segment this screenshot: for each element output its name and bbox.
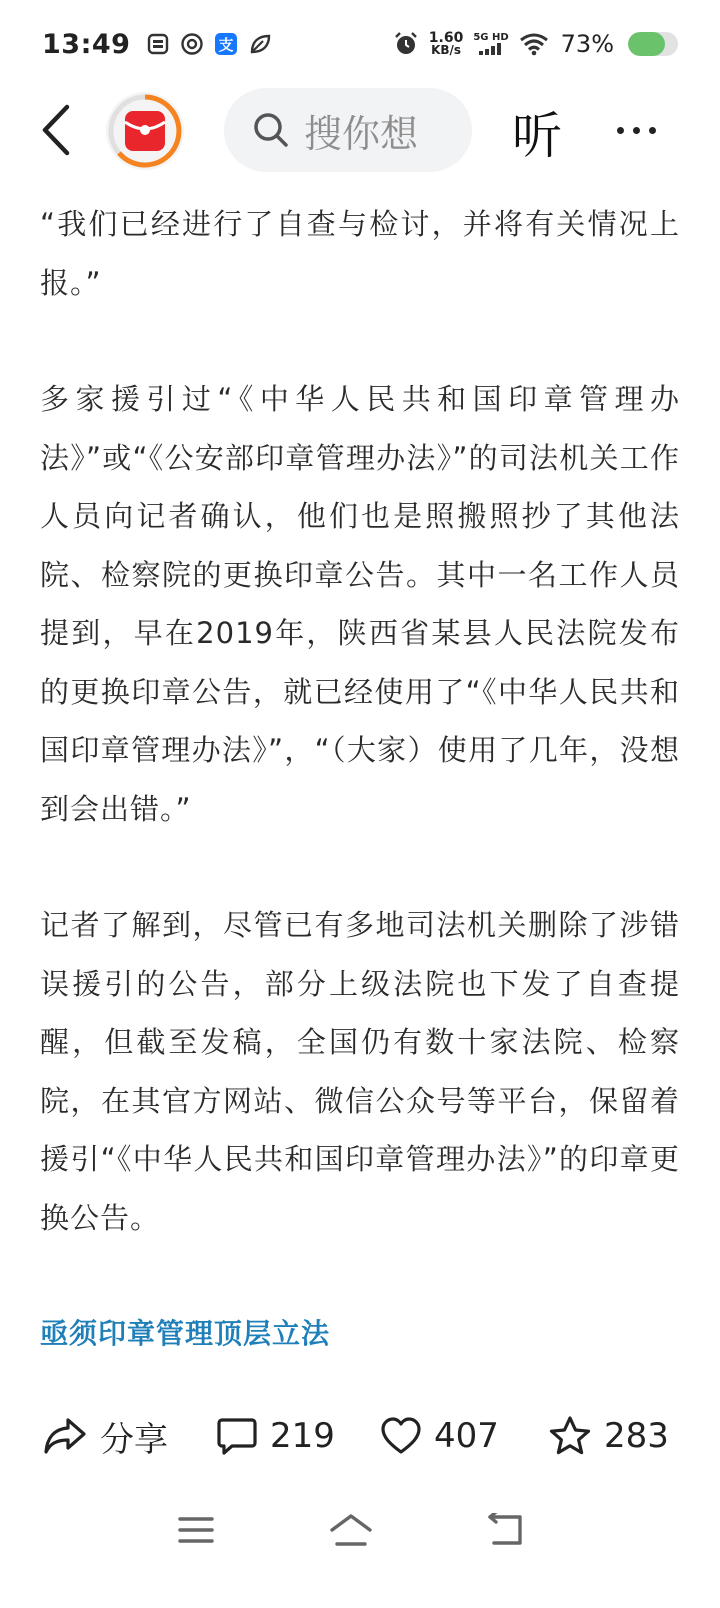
more-dot bbox=[649, 127, 656, 134]
search-icon bbox=[252, 111, 290, 149]
alarm-icon bbox=[393, 31, 419, 57]
status-left bbox=[42, 29, 272, 60]
back-button[interactable] bbox=[34, 102, 78, 158]
share-icon bbox=[42, 1416, 88, 1456]
app-logo[interactable] bbox=[106, 92, 184, 170]
share-label: 分享 bbox=[100, 1419, 168, 1460]
more-options-icon[interactable] bbox=[608, 108, 664, 152]
more-dot bbox=[617, 127, 624, 134]
home-button[interactable] bbox=[321, 1508, 381, 1552]
comment-count: 219 bbox=[270, 1416, 335, 1456]
leaf-icon bbox=[248, 32, 272, 56]
home-icon bbox=[329, 1512, 373, 1548]
heart-icon bbox=[380, 1416, 422, 1456]
camera-icon bbox=[180, 32, 204, 56]
return-icon bbox=[486, 1513, 526, 1547]
comment-button[interactable] bbox=[216, 1416, 335, 1456]
network-speed bbox=[429, 32, 464, 56]
like-count: 407 bbox=[434, 1416, 499, 1456]
sim-card-icon bbox=[146, 32, 170, 56]
share-button[interactable] bbox=[42, 1412, 168, 1461]
article-paragraph: 记者了解到，尽管已有多地司法机关删除了涉错误援引的公告，部分上级法院也下发了自查提醒，但截至发稿，全国仍有数十家法院、检察院，在其官方网站、微信公众号等平台，保留着援引“《中华人民共和国印章管理办法》”的印章更换公告。 bbox=[40, 908, 680, 1235]
net-speed-unit: KB/s bbox=[431, 43, 462, 57]
top-nav bbox=[0, 88, 720, 172]
red-packet-icon bbox=[106, 92, 184, 170]
search-box[interactable] bbox=[224, 88, 472, 172]
system-nav-bar bbox=[0, 1490, 720, 1570]
article-paragraph: 多家援引过“《中华人民共和国印章管理办法》”或“《公安部印章管理办法》”的司法机关工作人员向记者确认，他们也是照搬照抄了其他法院、检察院的更换印章公告。其中一名工作人员提到，早在2019年，陕西省某县人民法院发布的更换印章公告，就已经使用了“《中华人民共和国印章管理办法》”，“（大家）使用了几年，没想到会出错。” bbox=[40, 382, 680, 826]
alipay-icon bbox=[214, 32, 238, 56]
comment-icon bbox=[216, 1416, 258, 1456]
net-speed-value: 1.60 bbox=[428, 30, 464, 46]
article-body bbox=[40, 195, 680, 1422]
menu-icon bbox=[178, 1515, 214, 1545]
cellular-signal-icon bbox=[473, 33, 508, 55]
status-bar bbox=[0, 0, 720, 88]
like-button[interactable] bbox=[380, 1416, 499, 1456]
action-bar bbox=[0, 1400, 720, 1472]
section-heading: 亟须印章管理顶层立法 bbox=[40, 1317, 331, 1350]
battery-icon bbox=[628, 32, 678, 56]
wifi-icon bbox=[519, 32, 549, 56]
star-icon bbox=[548, 1415, 592, 1457]
more-dot bbox=[633, 127, 640, 134]
status-right bbox=[393, 30, 678, 58]
favorite-button[interactable] bbox=[548, 1415, 669, 1457]
battery-fill bbox=[628, 32, 665, 56]
svg-text:支: 支 bbox=[218, 36, 234, 54]
favorite-count: 283 bbox=[604, 1416, 669, 1456]
status-time: 13:49 bbox=[42, 28, 131, 60]
menu-button[interactable] bbox=[166, 1508, 226, 1552]
search-placeholder: 搜你想 bbox=[304, 111, 419, 156]
article-paragraph: “我们已经进行了自查与检讨，并将有关情况上报。” bbox=[40, 207, 680, 300]
back-nav-button[interactable] bbox=[476, 1508, 536, 1552]
chevron-left-icon bbox=[39, 103, 73, 157]
signal-label: 5G HD bbox=[473, 32, 509, 43]
listen-button[interactable]: 听 bbox=[512, 107, 562, 165]
battery-percent: 73% bbox=[560, 30, 614, 58]
